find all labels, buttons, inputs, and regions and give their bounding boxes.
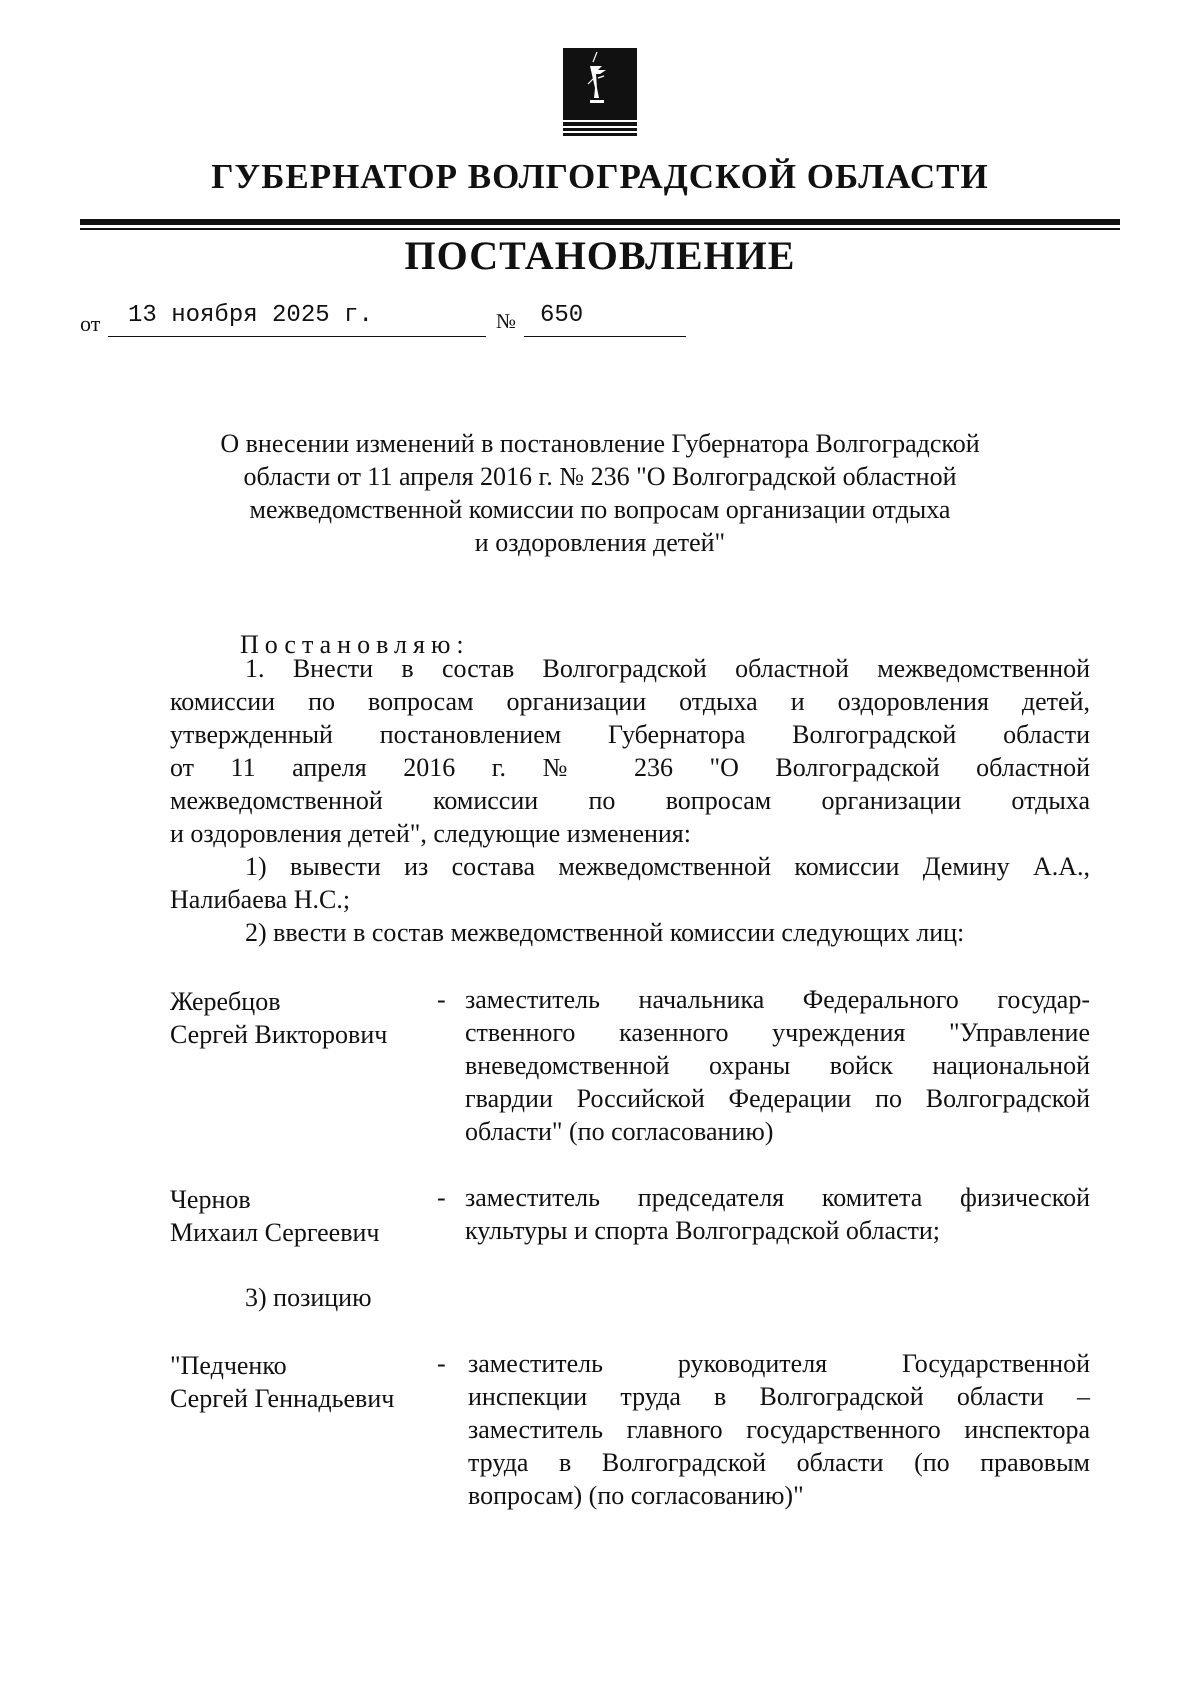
number-prefix: № [496,309,517,333]
dash-separator: - [437,985,446,1014]
paragraph-line: комиссии по вопросам организации отдыха и оздоровления детей, [170,687,1090,716]
date-value: 13 ноября 2025 г. [128,302,373,329]
header-divider-thin [80,228,1120,230]
role-line: вопросам) (по согласованию)" [468,1481,804,1510]
item-2-line: 2) ввести в состав межведомственной комиссии следующих лиц: [245,918,965,947]
paragraph-line: от 11 апреля 2016 г. № 236 "О Волгоградской областной [170,753,1090,782]
decree-word: Постановляю: [240,630,470,659]
number-underline [524,336,686,337]
paragraph-line: 1. Внести в состав Волгоградской областной межведомственной [245,654,1090,683]
subject-line: межведомственной комиссии по вопросам организации отдыха [249,495,951,524]
item-1-line: Налибаева Н.С.; [170,885,351,914]
subject-line: области от 11 апреля 2016 г. № 236 "О Волгоградской областной [243,462,957,491]
dash-separator: - [437,1183,446,1212]
role-line: заместитель начальника Федерального государ- [465,985,1090,1014]
dash-separator: - [437,1349,446,1378]
person-name [170,1183,380,1249]
role-line: культуры и спорта Волгоградской области; [465,1216,941,1245]
coat-of-arms-icon [560,48,640,148]
role-line: ственного казенного учреждения "Управление [465,1018,1090,1047]
role-line: заместитель главного государственного инспектора [468,1415,1090,1444]
item-3-line: 3) позицию [245,1283,372,1312]
role-line: гвардии Российской Федерации по Волгоградской [465,1084,1090,1113]
org-title: ГУБЕРНАТОР ВОЛГОГРАДСКОЙ ОБЛАСТИ [211,157,989,196]
subject-line: и оздоровления детей" [474,528,726,557]
header-divider-thick [80,219,1120,225]
number-value: 650 [540,302,584,329]
person-name [170,985,387,1051]
person-surname: Жеребцов [170,987,281,1016]
subject-line: О внесении изменений в постановление Губернатора Волгоградской [220,429,980,458]
paragraph-line: утвержденный постановлением Губернатора Волгоградской области [170,720,1090,749]
role-line: заместитель председателя комитета физической [465,1183,1090,1212]
date-prefix: от [80,311,101,336]
person-name [170,1349,394,1415]
document-subject [180,427,1020,559]
paragraph-line: межведомственной комиссии по вопросам организации отдыха [170,786,1090,815]
role-line: вневедомственной охраны войск национальной [465,1051,1090,1080]
person-given-names: Сергей Геннадьевич [170,1384,395,1413]
role-line: инспекции труда в Волгоградской области – [468,1382,1090,1411]
person-given-names: Михаил Сергеевич [170,1218,380,1247]
item-1-line: 1) вывести из состава межведомственной комиссии Демину А.А., [245,852,1090,881]
role-line: области" (по согласованию) [465,1117,774,1146]
paragraph-line: и оздоровления детей", следующие изменения: [170,819,691,848]
person-given-names: Сергей Викторович [170,1020,388,1049]
role-line: труда в Волгоградской области (по правовым [468,1448,1090,1477]
role-line: заместитель руководителя Государственной [468,1349,1090,1378]
person-surname: Чернов [170,1185,251,1214]
date-underline [108,336,486,337]
person-surname: "Педченко [170,1351,287,1380]
document-type: ПОСТАНОВЛЕНИЕ [404,233,796,278]
